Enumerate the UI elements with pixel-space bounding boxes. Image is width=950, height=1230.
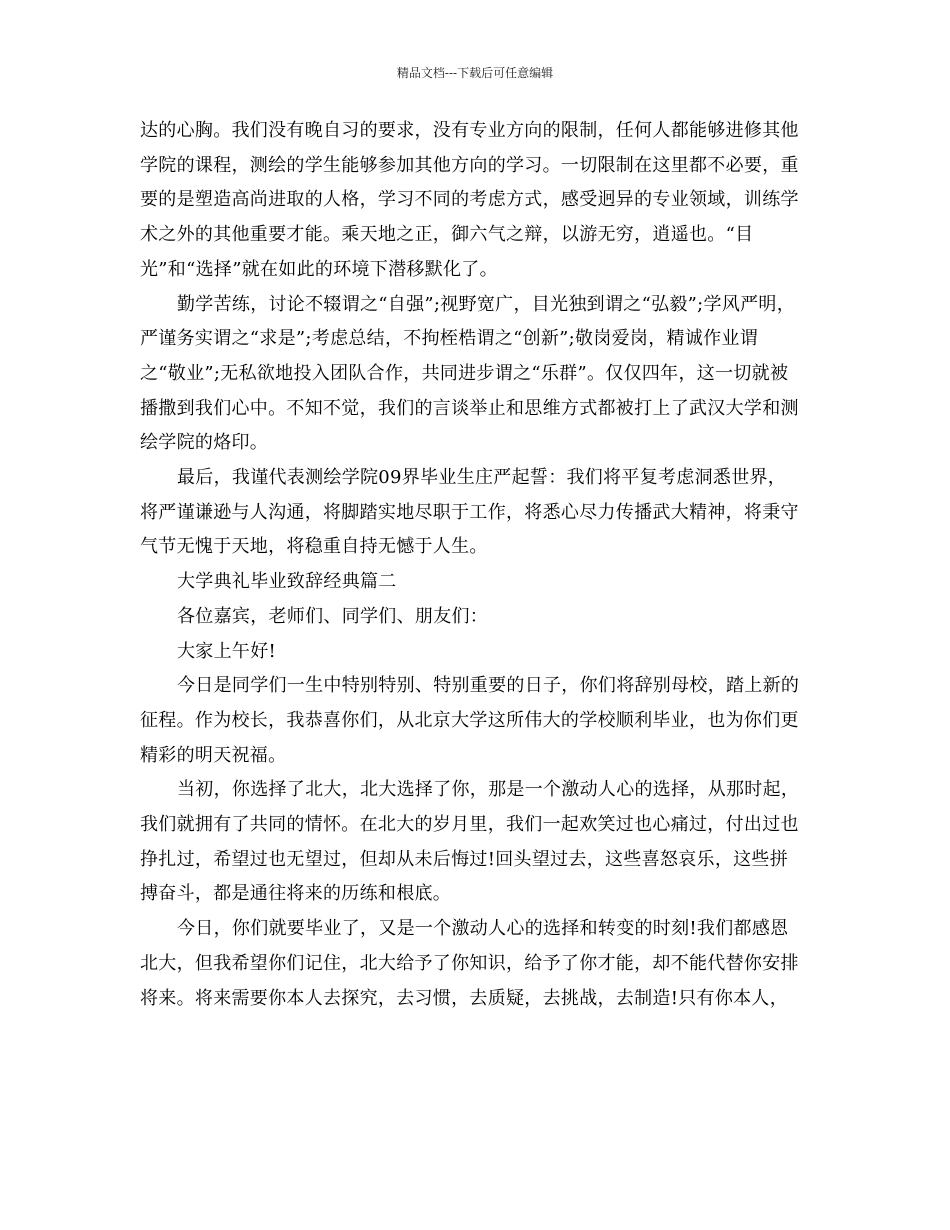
text-line: 我们就拥有了共同的情怀。在北大的岁月里，我们一起欢笑过也心痛过，付出过也	[140, 814, 799, 836]
text-line: 今日是同学们一生中特别特别、特别重要的日子，你们将辞别母校，踏上新的	[177, 675, 800, 697]
paragraph	[140, 912, 812, 1016]
text-line: 征程。作为校长，我恭喜你们，从北京大学这所伟大的学校顺利毕业，也为你们更	[140, 709, 799, 731]
text-line: 播撒到我们心中。不知不觉，我们的言谈举止和思维方式都被打上了武汉大学和测	[140, 397, 799, 419]
paragraph	[140, 669, 812, 773]
text-line: 大家上午好!	[177, 640, 277, 662]
text-line: 各位嘉宾，老师们、同学们、朋友们：	[177, 605, 489, 627]
text-line: 达的心胸。我们没有晚自习的要求，没有专业方向的限制，任何人都能够进修其他	[140, 120, 799, 141]
salutation	[140, 600, 812, 635]
document-body	[140, 114, 812, 1016]
paragraph	[140, 773, 812, 912]
text-line: 当初，你选择了北大，北大选择了你，那是一个激动人心的选择，从那时起，	[177, 779, 800, 801]
paragraph	[140, 461, 812, 565]
page-header: 精品文档---下载后可任意编辑	[396, 66, 554, 80]
text-line: 将来。将来需要你本人去探究，去习惯，去质疑，去挑战，去制造!只有你本人，	[140, 987, 789, 1009]
text-line: 挣扎过，希望过也无望过，但却从未后悔过!回头望过去，这些喜怒哀乐，这些拼	[140, 848, 789, 870]
paragraph	[140, 288, 812, 462]
section-heading	[140, 565, 812, 600]
text-line: 绘学院的烙印。	[140, 432, 269, 454]
text-line: 气节无愧于天地，将稳重自持无憾于人生。	[140, 536, 488, 558]
text-line: 今日，你们就要毕业了，又是一个激动人心的选择和转变的时刻!我们都感恩	[177, 918, 789, 940]
text-line: 学院的课程，测绘的学生能够参加其他方向的学习。一切限制在这里都不必要，重	[140, 154, 799, 176]
text-line: 勤学苦练，讨论不辍谓之“自强”;视野宽广，目光独到谓之“弘毅”;学风严明，	[177, 293, 796, 315]
text-line: 最后，我谨代表测绘学院09界毕业生庄严起誓：我们将平复考虑洞悉世界，	[177, 467, 787, 489]
text-line: 北大，但我希望你们记住，北大给予了你知识，给予了你才能，却不能代替你安排	[140, 952, 799, 974]
text-line: 精彩的明天祝福。	[140, 744, 287, 766]
paragraph	[140, 114, 812, 288]
text-line: 术之外的其他重要才能。乘天地之正，御六气之辩，以游无穷，逍遥也。“目	[140, 224, 754, 246]
text-line: 搏奋斗，都是通往将来的历练和根底。	[140, 883, 452, 905]
text-line: 要的是塑造高尚进取的人格，学习不同的考虑方式，感受迥异的专业领域，训练学	[140, 189, 799, 211]
greeting	[140, 635, 812, 670]
text-line: 光”和“选择”就在如此的环境下潜移默化了。	[140, 258, 498, 280]
text-line: 将严谨谦逊与人沟通，将脚踏实地尽职于工作，将悉心尽力传播武大精神，将秉守	[140, 501, 799, 523]
text-line: 严谨务实谓之“求是”;考虑总结，不拘桎梏谓之“创新”;敬岗爱岗，精诚作业谓	[140, 328, 759, 350]
text-line: 大学典礼毕业致辞经典篇二	[177, 571, 397, 593]
text-line: 之“敬业”;无私欲地投入团队合作，共同进步谓之“乐群”。仅仅四年，这一切就被	[140, 362, 789, 384]
